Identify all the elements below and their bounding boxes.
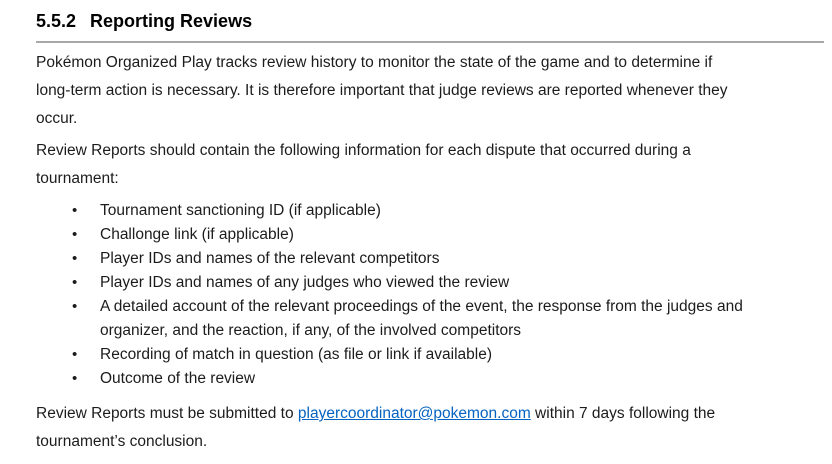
intro-line: occur.: [36, 110, 78, 127]
section-number: 5.5.2: [36, 11, 77, 31]
section-heading: [36, 8, 824, 34]
submission-line: tournament’s conclusion.: [36, 433, 208, 450]
intro-line: Pokémon Organized Play tracks review history to monitor the state of the game and to determine if: [36, 54, 713, 71]
list-item-line: Challonge link (if applicable): [100, 226, 294, 243]
bullet-icon: •: [72, 298, 78, 315]
bullet-icon: •: [72, 370, 78, 387]
list-item-line: Player IDs and names of any judges who viewed the review: [100, 274, 510, 291]
submission-prefix: Review Reports must be submitted to: [36, 405, 298, 422]
list-item-line: Player IDs and names of the relevant competitors: [100, 250, 440, 267]
list-item-text: [100, 295, 743, 343]
bullet-icon: •: [72, 346, 78, 363]
list-item: [72, 343, 824, 367]
list-item: [72, 199, 824, 223]
intro-paragraph: [36, 49, 824, 133]
submission-suffix: within 7 days following the: [530, 405, 716, 422]
email-link[interactable]: playercoordinator@pokemon.com: [297, 405, 531, 422]
list-item-line: Tournament sanctioning ID (if applicable): [100, 202, 381, 219]
requirements-intro-line: tournament:: [36, 170, 119, 187]
intro-line: long-term action is necessary. It is therefore important that judge reviews are reported whenever they: [36, 82, 728, 99]
bullet-icon: •: [72, 202, 78, 219]
list-item-line: organizer, and the reaction, if any, of the involved competitors: [100, 322, 522, 339]
list-item-line: A detailed account of the relevant proceedings of the event, the response from the judges and: [100, 298, 743, 315]
bullet-icon: •: [72, 226, 78, 243]
submission-line: [36, 400, 824, 428]
list-item: [72, 223, 824, 247]
list-item-text: [100, 343, 492, 367]
section-title: Reporting Reviews: [90, 11, 253, 31]
list-item-line: Recording of match in question (as file or link if available): [100, 346, 492, 363]
list-item: [72, 271, 824, 295]
list-item-text: [100, 271, 509, 295]
list-item-line: Outcome of the review: [100, 370, 256, 387]
bullet-icon: •: [72, 250, 78, 267]
list-item-text: [100, 199, 381, 223]
list-item: [72, 295, 824, 343]
list-item-text: [100, 367, 255, 391]
bullet-icon: •: [72, 274, 78, 291]
requirements-intro-line: Review Reports should contain the following information for each dispute that occurred during a: [36, 142, 691, 159]
list-item-text: [100, 223, 294, 247]
heading-rule: [36, 41, 824, 43]
list-item: [72, 367, 824, 391]
requirements-intro-paragraph: [36, 137, 824, 193]
list-item-text: [100, 247, 439, 271]
requirements-list: [36, 199, 824, 391]
submission-paragraph: [36, 400, 824, 456]
list-item: [72, 247, 824, 271]
